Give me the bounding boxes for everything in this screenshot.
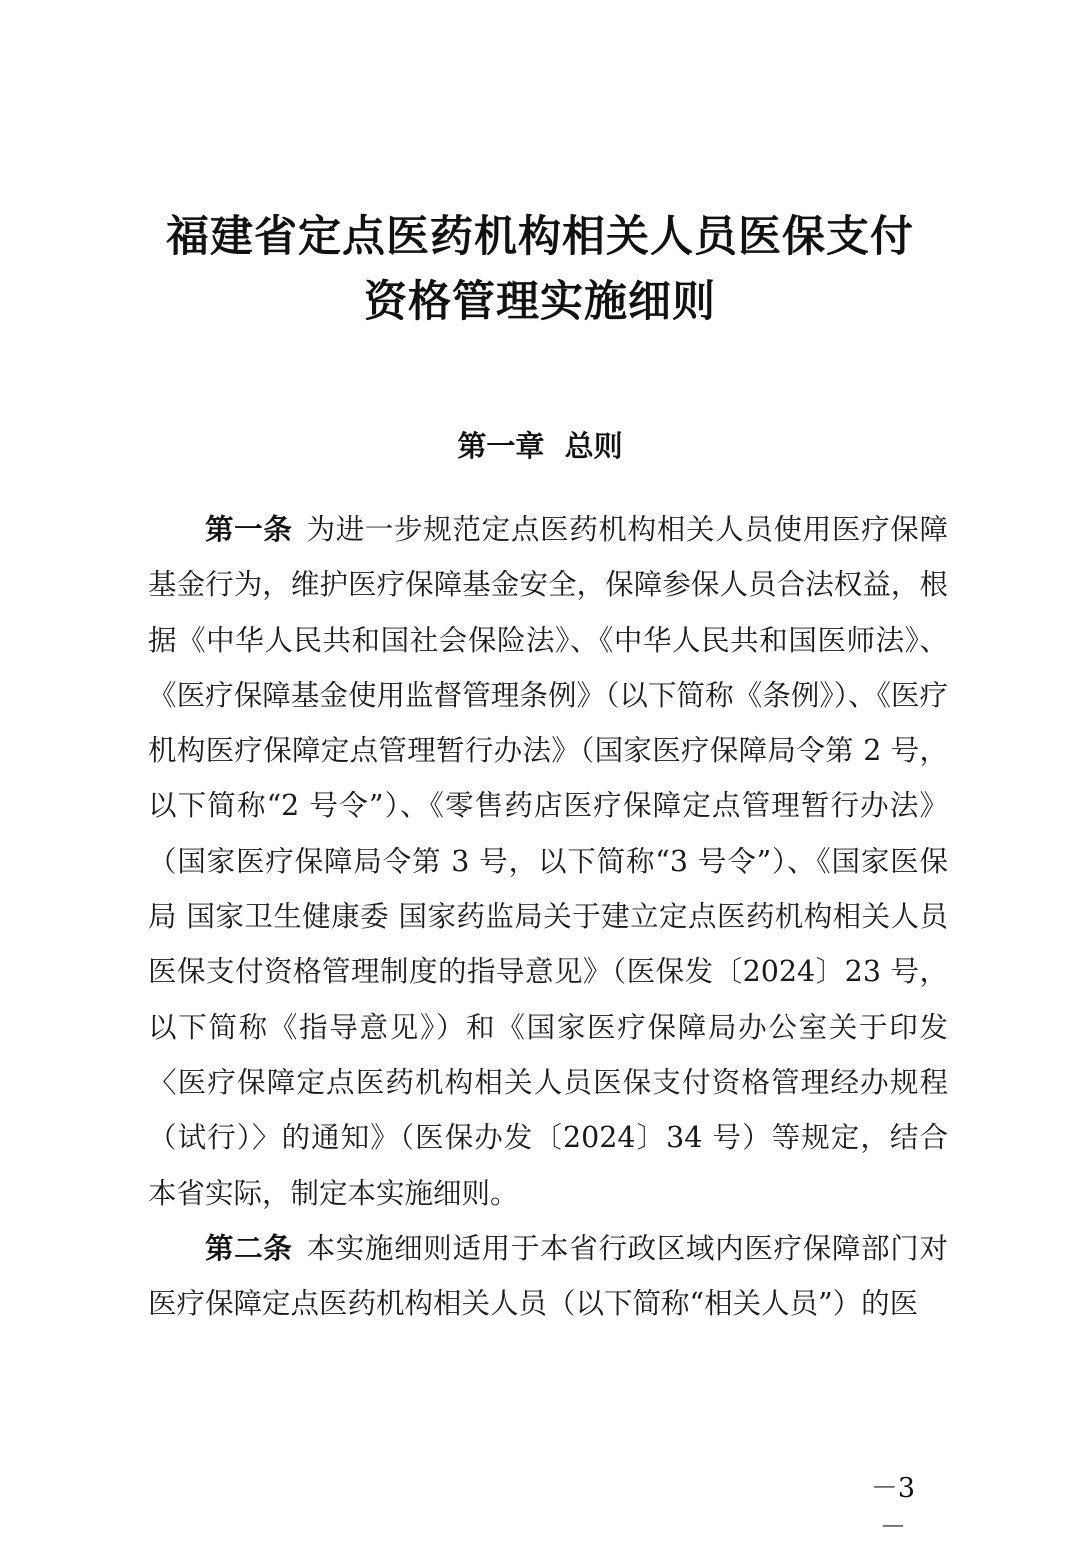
document-title-line-1: 福建省定点医药机构相关人员医保支付 bbox=[166, 212, 914, 262]
document-title-line-2: 资格管理实施细则 bbox=[364, 277, 716, 327]
article-2 bbox=[148, 1221, 948, 1332]
chapter-number: 第一章 bbox=[457, 429, 545, 463]
article-2-label: 第二条 bbox=[205, 1231, 293, 1265]
document-body bbox=[148, 502, 948, 1331]
article-1-text: 为进一步规范定点医药机构相关人员使用医疗保障基金行为，维护医疗保障基金安全，保障参保人员合法权益，根据《中华人民共和国社会保险法》、《中华人民共和国医师法》、《医疗保障基金使用监督管理条例》（以下简称《条例》）、《医疗机构医疗保障定点管理暂行办法》（国家医疗保障局令第 2 号，以下简称“2 号令”）、《零售药店医疗保障定点管理暂行办法》（国家医疗保障局令第 3 号，以下简称“3 号令”）、《国家医保局 国家卫生健康委 国家药监局关于建立定点医药机构相关人员医保支付资格管理制度的指导意见》（医保发〔2024〕23 号，以下简称《指导意见》）和《国家医疗保障局办公室关于印发〈医疗保障定点医药机构相关人员医保支付资格管理经办规程（试行）〉的通知》（医保办发〔2024〕34 号）等规定，结合本省实际，制定本实施细则。 bbox=[148, 513, 948, 1210]
chapter-heading bbox=[0, 424, 1080, 465]
page-number: －3－ bbox=[870, 1473, 916, 1543]
chapter-name: 总则 bbox=[564, 429, 623, 463]
article-2-text: 本实施细则适用于本省行政区域内医疗保障部门对医疗保障定点医药机构相关人员（以下简称“相关人员”）的医 bbox=[148, 1231, 948, 1321]
article-1 bbox=[148, 502, 948, 1221]
article-1-label: 第一条 bbox=[205, 513, 293, 546]
